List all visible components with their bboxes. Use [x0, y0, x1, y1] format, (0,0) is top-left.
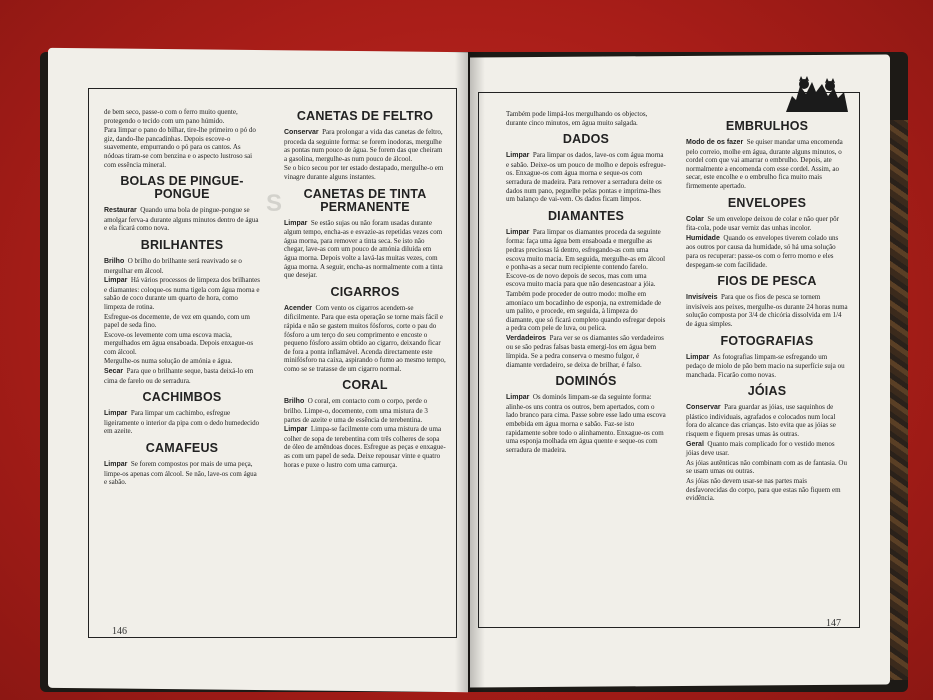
entry-paragraph: [284, 425, 446, 469]
entry-paragraph: [686, 234, 848, 269]
entry-text: Para limpar o pano do bilhar, tire-lhe primeiro o pó do giz, dando-lhe pancadinhas. Depois escove-o suavemente, empurrando o pó para os cantos. As nódoas tiram-se com benzina e o aspecto lustroso sai com essência mineral.: [104, 126, 256, 169]
body-paragraph: [104, 108, 260, 125]
entry-paragraph: [104, 367, 260, 385]
entry-paragraph: [686, 440, 848, 458]
body-paragraph: [104, 331, 260, 357]
body-paragraph: [104, 313, 260, 330]
entry-text: Para que os fios de pesca se tornem invisíveis aos peixes, mergulhe-os durante 24 horas numa solução composta por 3/4 de chicória dissolvida em 1/4 de água simples.: [686, 293, 848, 328]
entry-term: Limpar: [506, 152, 530, 160]
entry-text: Mergulhe-os numa solução de amónia e água.: [104, 357, 233, 366]
entry-term: Geral: [686, 440, 704, 448]
entry-paragraph: [284, 304, 446, 374]
entry-term: Humidade: [686, 234, 720, 242]
entry-term: Limpar: [686, 353, 710, 361]
entry-term: Limpar: [104, 277, 128, 285]
section-heading: BOLAS DE PINGUE-PONGUE: [120, 174, 244, 202]
entry-term: Limpar: [284, 426, 308, 434]
section-heading: DADOS: [562, 132, 610, 147]
body-paragraph: [284, 164, 446, 181]
entry-text: Quando uma bola de pingue-pongue se amolgar ferva-a durante alguns minutos dentro de água e ela ficará como nova.: [104, 206, 259, 233]
entry-paragraph: [506, 334, 666, 369]
entry-text: Se forem compostos por mais de uma peça, limpe-os apenas com álcool. Se não, lave-os com água e sabão.: [104, 460, 257, 487]
entry-text: Se quiser mandar uma encomenda pelo correio, molhe em água, durante alguns minutos, o cordel com que vai amarrar o embrulho. Depois, ate normalmente a encomenda com esse cordel. Assim, ao secar, este encolhe e o embrulho fica muito mais firmemente apertado.: [686, 138, 843, 190]
body-paragraph: [686, 459, 848, 476]
entry-term: Brilho: [284, 398, 305, 406]
section-heading: CORAL: [342, 378, 388, 393]
entry-text: Com vento os cigarros acendem-se dificilmente. Para que esta operação se torne mais fácil e rápida e não se gastem muitos fósforos, corte o pau do fósforo a um terço do seu comprimento e encoste o pequeno fósforo assim obtido ao cigarro, deixando ficar de fora a ponta inflamável. Acenda directamente este minifósforo na caixa, aspirando o fumo ao mesmo tempo, como se se tratasse de um cigarro normal.: [284, 303, 446, 373]
section-heading: EMBRULHOS: [725, 119, 809, 133]
entry-text: O coral, em contacto com o corpo, perde o brilho. Limpe-o, docemente, com uma mistura de 3 partes de azeite e uma de essência de terebentina.: [284, 397, 428, 424]
entry-paragraph: [686, 215, 848, 233]
entry-term: Brilho: [104, 257, 125, 265]
entry-paragraph: [104, 276, 260, 311]
show-through-text: S: [266, 190, 283, 217]
left-column-2: [284, 104, 446, 470]
entry-paragraph: [104, 460, 260, 487]
right-column-2: [686, 114, 848, 504]
body-paragraph: [104, 126, 260, 169]
entry-text: Para limpar os dados, lave-os com água morna e sabão. Deixe-os um pouco de molho e depois esfregue-os. Enxague-os com água morna e seque-os com serradura de madeira. Para remover a serradura deite os dados num pano, peguelhe pelas pontas e imprima-lhes um balanço de vai-vem. Os dados ficam limpos.: [506, 151, 666, 204]
entry-text: Para prolongar a vida das canetas de feltro, proceda da seguinte forma: se forem inodoras, mergulhe as pontas num pouco de água. Se forem das que cheiram a gasolina, mergulhe-as num pouco de álcool.: [284, 128, 443, 163]
entry-text: Se o bico secou por ter estado destapado, mergulhe-o em vinagre durante alguns instantes.: [284, 164, 444, 181]
section-heading: JÓIAS: [747, 384, 787, 399]
page-number-left: 146: [112, 626, 127, 637]
section-heading: CAMAFEUS: [145, 441, 219, 456]
section-heading: FOTOGRAFIAS: [720, 333, 814, 348]
entry-text: As fotografias limpam-se esfregando um pedaço de miolo de pão bem macio na superfície suja ou manchada. Ficarão como novas.: [686, 352, 845, 379]
entry-paragraph: [284, 128, 446, 163]
entry-paragraph: [104, 257, 260, 275]
body-paragraph: [506, 110, 666, 127]
entry-term: Modo de os fazer: [686, 139, 744, 146]
entry-text: Se estão sujas ou não foram usadas durante algum tempo, encha-as e esvazie-as repetidas vezes com água morna, para remover a tinta seca. Se isto não chegar, lave-as com um pouco de amónia diluída em água morna. Depois volte a lavá-las muitas vezes, com água morna. A seguir, encha-as normalmente com a tinta que desejar.: [284, 218, 443, 280]
entry-text: As jóias não devem usar-se nas partes mais desfavorecidas do corpo, para que estas não fiquem em evidência.: [686, 477, 841, 503]
entry-text: Esfregue-os docemente, de vez em quando, com um papel de seda fino.: [104, 312, 250, 330]
entry-paragraph: [686, 293, 848, 328]
entry-term: Secar: [104, 368, 124, 376]
cats-vignette-icon: [782, 74, 852, 114]
entry-paragraph: [104, 409, 260, 436]
entry-text: Há vários processos de limpeza dos brilhantes e diamantes: coloque-os numa tigela com água morna e sabão de coco durante um quarto de hora, como limpeza de rotina.: [104, 276, 260, 311]
entry-paragraph: [686, 403, 848, 438]
section-heading: DIAMANTES: [547, 208, 625, 223]
entry-paragraph: [506, 151, 666, 204]
entry-term: Limpar: [104, 461, 128, 469]
entry-text: Também pode limpá-los mergulhando os objectos, durante cinco minutos, em água muito salgada.: [506, 110, 648, 127]
section-heading: BRILHANTES: [140, 237, 224, 252]
entry-paragraph: [506, 228, 666, 289]
entry-text: Também pode proceder de outro modo: molhe em amoníaco um bocadinho de esponja, na extremidade de um palito, e procede, em seguida, à limpeza do diamante, que só ficará completo quando esfregar depois a pedra com pele de luva, ou pelica.: [506, 289, 666, 333]
entry-text: Para limpar um cachimbo, esfregue ligeiramente o interior da pipa com o dedo humedecido em azeite.: [104, 409, 260, 436]
body-paragraph: [506, 290, 666, 333]
entry-paragraph: [104, 206, 260, 233]
entry-text: Escove-os levemente com uma escova macia, mergulhados em água ensaboada. Depois enxague-os com álcool.: [104, 330, 254, 356]
entry-text: O brilho do brilhante será reavivado se o mergulhar em álcool.: [104, 256, 242, 275]
entry-paragraph: [506, 393, 666, 454]
right-column-1: [506, 110, 666, 455]
body-paragraph: [104, 357, 260, 366]
entry-text: Quando os envelopes tiverem colado uns aos outros por causa da humidade, só há uma solução para os recuperar: passe-os com o ferro morno e eles despegam-se com facilidade.: [686, 233, 839, 269]
entry-text: de bem seco, passe-o com o ferro muito quente, protegendo o tecido com um pano húmido.: [104, 108, 238, 125]
entry-text: Limpa-se facilmente com uma mistura de uma colher de sopa de terebentina com três colheres de sopa de óleo de amêndoas doces. Esfregue as peças e enxague-as com um papel de seda. Deixe repousar vinte e quatro horas e puxe o lustro com uma camurça.: [284, 425, 446, 469]
entry-paragraph: [686, 138, 848, 191]
entry-term: Limpar: [506, 394, 530, 402]
entry-term: Limpar: [506, 228, 530, 236]
section-heading: CANETAS DE FELTRO: [296, 109, 434, 123]
entry-text: Os dominós limpam-se da seguinte forma: alinhe-os uns contra os outros, bem apertados, com o lado branco para cima. Passe sobre esse lado uma escova embebida em água morna e sabão. Faz-se isto rapidamente sobre todo o alinhamento. Enxague-os com uma esponja molhada em água quente e seque-os com serradura de madeira.: [506, 393, 666, 454]
entry-term: Verdadeiros: [506, 334, 547, 342]
section-heading: CIGARROS: [330, 284, 400, 299]
section-heading: FIOS DE PESCA: [717, 274, 817, 289]
entry-term: Limpar: [284, 219, 308, 227]
left-column-1: [104, 108, 260, 488]
section-heading: CACHIMBOS: [142, 390, 222, 405]
entry-paragraph: [686, 353, 848, 380]
entry-text: Se um envelope deixou de colar e não quer pôr fita-cola, pode usar verniz das unhas incolor.: [686, 214, 839, 233]
entry-term: Invisíveis: [686, 294, 718, 302]
entry-term: Limpar: [104, 410, 128, 418]
entry-text: Para que o brilhante seque, basta deixá-lo em cima de farelo ou de serradura.: [104, 367, 254, 385]
entry-paragraph: [284, 219, 446, 280]
section-heading: CANETAS DE TINTA PERMANENTE: [303, 186, 427, 214]
entry-text: Para guardar as jóias, use saquinhos de plástico individuais, agrafados e colocados num local fora do alcance das crianças. Isto evita que as jóias se risquem e fiquem presas umas às outras.: [686, 403, 836, 439]
entry-text: Para limpar os diamantes proceda da seguinte forma: faça uma água bem ensaboada e mergulhe as pedras preciosas lá dentro, esfregando-as com uma escova muito macia. Em seguida, mergulhe-as em álcool e ponha-as a secar num recipiente contendo farelo. Escove-os de novo depois de secos, mas com uma escova muito macia para que não desencastoar a jóia.: [506, 227, 666, 289]
entry-text: Quanto mais complicado for o vestido menos jóias deve usar.: [686, 439, 835, 458]
section-heading: ENVELOPES: [727, 195, 807, 210]
entry-term: Colar: [686, 215, 704, 223]
section-heading: DOMINÓS: [555, 374, 617, 389]
entry-paragraph: [284, 397, 446, 424]
entry-text: As jóias autênticas não combinam com as de fantasia. Ou se usam umas ou outras.: [686, 458, 847, 476]
entry-text: Para ver se os diamantes são verdadeiros ou se são pedras falsas basta emergi-los em água bem límpida. Se a pedra conserva o mesmo fulgor, é diamante verdadeiro, se deixa de brilhar, é falso.: [506, 333, 664, 369]
entry-term: Conservar: [284, 129, 319, 136]
entry-term: Restaurar: [104, 207, 137, 215]
entry-term: Acender: [284, 304, 313, 312]
body-paragraph: [686, 477, 848, 503]
entry-term: Conservar: [686, 404, 721, 412]
page-number-right: 147: [826, 618, 841, 629]
